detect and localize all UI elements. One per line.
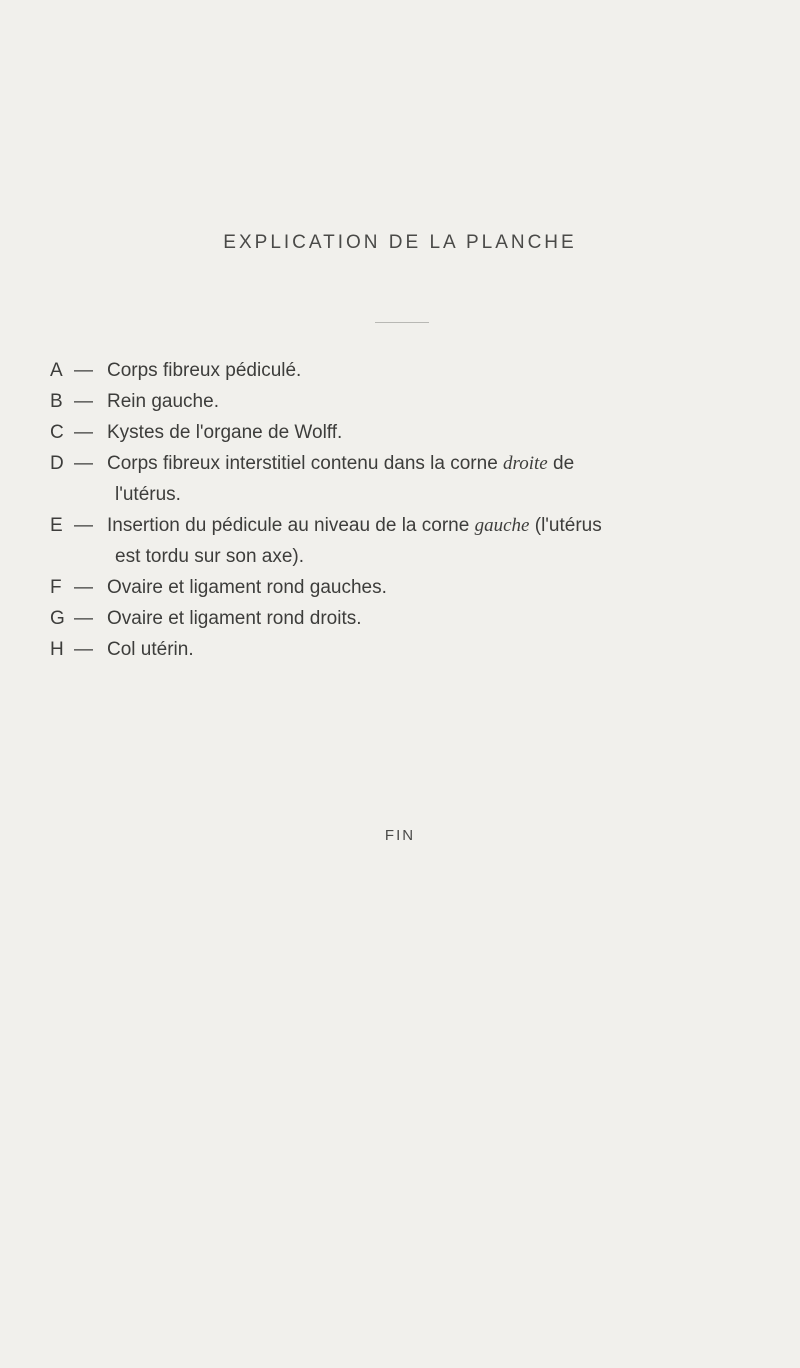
legend-dash: —	[74, 577, 93, 598]
legend-letter: C	[50, 422, 64, 443]
legend-letter: D	[50, 453, 64, 474]
legend-continuation: l'utérus.	[115, 484, 181, 505]
legend-text: Corps fibreux pédiculé.	[107, 360, 302, 381]
legend-dash: —	[74, 453, 93, 474]
legend-text: Ovaire et ligament rond gauches.	[107, 577, 387, 598]
legend-dash: —	[74, 608, 93, 629]
legend-text	[107, 448, 790, 479]
legend-item-h	[50, 634, 790, 665]
title-divider	[375, 322, 429, 323]
legend-letter: A	[50, 360, 63, 381]
legend-dash: —	[74, 515, 93, 536]
legend-dash: —	[74, 422, 93, 443]
legend-dash: —	[74, 639, 93, 660]
legend-item-e	[50, 510, 790, 572]
legend-emphasis: gauche	[474, 515, 530, 536]
legend-item-d	[50, 448, 790, 510]
legend-list	[50, 355, 790, 665]
legend-text-part: Corps fibreux interstitiel contenu dans la corne	[107, 453, 504, 474]
legend-item-g	[50, 603, 790, 634]
legend-text-part: (l'utérus	[529, 515, 602, 536]
legend-dash: —	[74, 391, 93, 412]
legend-text: Kystes de l'organe de Wolff.	[107, 422, 343, 443]
legend-letter: F	[50, 577, 62, 598]
legend-item-b	[50, 386, 790, 417]
legend-text: Rein gauche.	[107, 391, 219, 412]
legend-text	[107, 510, 790, 541]
legend-item-f	[50, 572, 790, 603]
legend-text: Col utérin.	[107, 639, 194, 660]
legend-continuation: est tordu sur son axe).	[115, 546, 305, 567]
legend-text: Ovaire et ligament rond droits.	[107, 608, 362, 629]
legend-letter: B	[50, 391, 63, 412]
legend-text-part: de	[547, 453, 575, 474]
legend-letter: G	[50, 608, 65, 629]
legend-item-c	[50, 417, 790, 448]
legend-item-a	[50, 355, 790, 386]
end-marker: FIN	[384, 827, 416, 844]
legend-text-part: Insertion du pédicule au niveau de la corne	[107, 515, 475, 536]
legend-letter: H	[50, 639, 64, 660]
plate-title: EXPLICATION DE LA PLANCHE	[223, 232, 577, 253]
legend-letter: E	[50, 515, 63, 536]
legend-dash: —	[74, 360, 93, 381]
legend-emphasis: droite	[503, 453, 548, 474]
